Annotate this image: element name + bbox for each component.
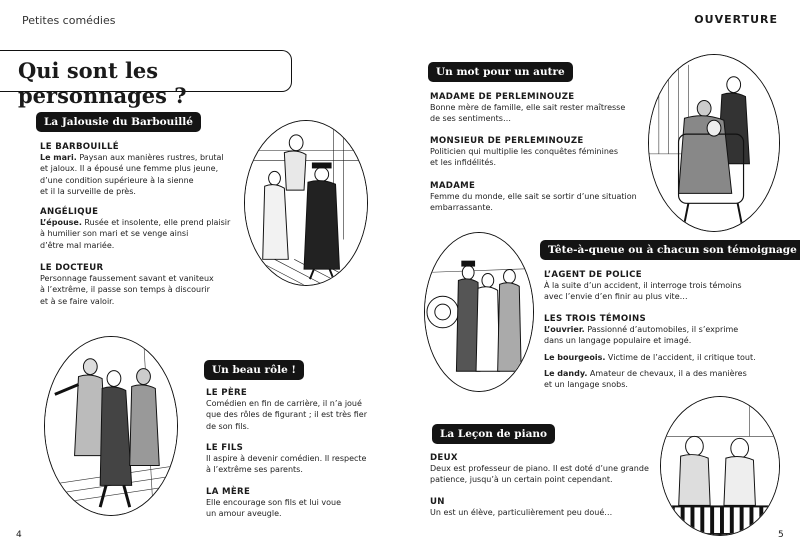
- section-heading-tete: Tête-à-queue ou à chacun son témoignage: [540, 240, 800, 260]
- running-header-right: OUVERTURE: [694, 13, 778, 26]
- character-description: Comédien en fin de carrière, il n’a joué que des rôles de figurant ; il est très fier de son fils.: [206, 399, 367, 431]
- illustration-jalousie: [244, 120, 368, 286]
- page-number-right: 5: [778, 530, 784, 540]
- character-description: Personnage faussement savant et vaniteux à l’extrême, il passe son temps à discourir et à se faire valoir.: [40, 274, 214, 306]
- character-block-un: [430, 497, 660, 518]
- section-heading-mot: Un mot pour un autre: [428, 62, 573, 82]
- character-block-temoins: [544, 314, 764, 347]
- character-name: L’AGENT DE POLICE: [544, 270, 642, 280]
- illustration-beau-role: [44, 336, 178, 516]
- character-block-angelique: [40, 207, 240, 251]
- character-block-dandy: Le dandy. Amateur de chevaux, il a des manières et un langage snobs.: [544, 369, 747, 390]
- character-block-monsieur-perleminouze: [430, 136, 640, 169]
- character-block-barbouille: [40, 142, 240, 198]
- character-block-pere: [206, 388, 386, 432]
- character-name: ANGÉLIQUE: [40, 207, 99, 217]
- illustration-tete: [424, 232, 534, 392]
- illustration-piano: [660, 396, 780, 536]
- character-block-fils: [206, 443, 386, 476]
- section-heading-piano: La Leçon de piano: [432, 424, 555, 444]
- page-number-left: 4: [16, 530, 22, 540]
- section-heading-beau-role: Un beau rôle !: [204, 360, 304, 380]
- character-name: MONSIEUR DE PERLEMINOUZE: [430, 136, 584, 146]
- character-name: MADAME: [430, 181, 476, 191]
- character-block-agent: [544, 270, 764, 303]
- character-description: Femme du monde, elle sait se sortir d’une situation embarrassante.: [430, 192, 637, 213]
- character-name: DEUX: [430, 453, 458, 463]
- character-name: UN: [430, 497, 445, 507]
- character-name: LE DOCTEUR: [40, 263, 104, 273]
- character-name: LA MÈRE: [206, 487, 251, 497]
- illustration-mot: [648, 54, 780, 232]
- character-description: L’ouvrier. Passionné d’automobiles, il s’exprime dans un langage populaire et imagé.: [544, 325, 739, 346]
- character-name: LE FILS: [206, 443, 244, 453]
- character-name: LE BARBOUILLÉ: [40, 142, 119, 152]
- character-description: Elle encourage son fils et lui voue un amour aveugle.: [206, 498, 341, 519]
- character-name: MADAME DE PERLEMINOUZE: [430, 92, 575, 102]
- character-block-docteur: [40, 263, 240, 307]
- character-description: Le mari. Paysan aux manières rustres, brutal et jaloux. Il a épousé une femme plus jeune, d’une condition supérieure à la sienne et il la surveille de près.: [40, 153, 224, 197]
- section-heading-jalousie: La Jalousie du Barbouillé: [36, 112, 201, 132]
- character-description: Il aspire à devenir comédien. Il respecte à l’extrême ses parents.: [206, 454, 367, 475]
- character-name: LES TROIS TÉMOINS: [544, 314, 646, 324]
- character-description: À la suite d’un accident, il interroge trois témoins avec l’envie d’en finir au plus vite…: [544, 281, 742, 302]
- character-description: Un est un élève, particulièrement peu doué…: [430, 508, 613, 517]
- character-description: Politicien qui multiplie les conquêtes féminines et les infidélités.: [430, 147, 619, 168]
- character-description: L’épouse. Rusée et insolente, elle prend plaisir à humilier son mari et se venge ainsi d’être mal mariée.: [40, 218, 231, 250]
- character-name: LE PÈRE: [206, 388, 248, 398]
- character-description: Deux est professeur de piano. Il est doté d’une grande patience, jusqu’à un certain point cependant.: [430, 464, 649, 485]
- character-block-madame-perleminouze: [430, 92, 640, 125]
- page-title: Qui sont les personnages ?: [0, 50, 292, 92]
- running-header-left: Petites comédies: [22, 14, 116, 27]
- character-block-deux: [430, 453, 660, 486]
- character-description: Bonne mère de famille, elle sait rester maîtresse de ses sentiments…: [430, 103, 626, 124]
- character-block-mere: [206, 487, 386, 520]
- character-block-madame: [430, 181, 640, 214]
- character-block-bourgeois: Le bourgeois. Victime de l’accident, il critique tout.: [544, 353, 756, 362]
